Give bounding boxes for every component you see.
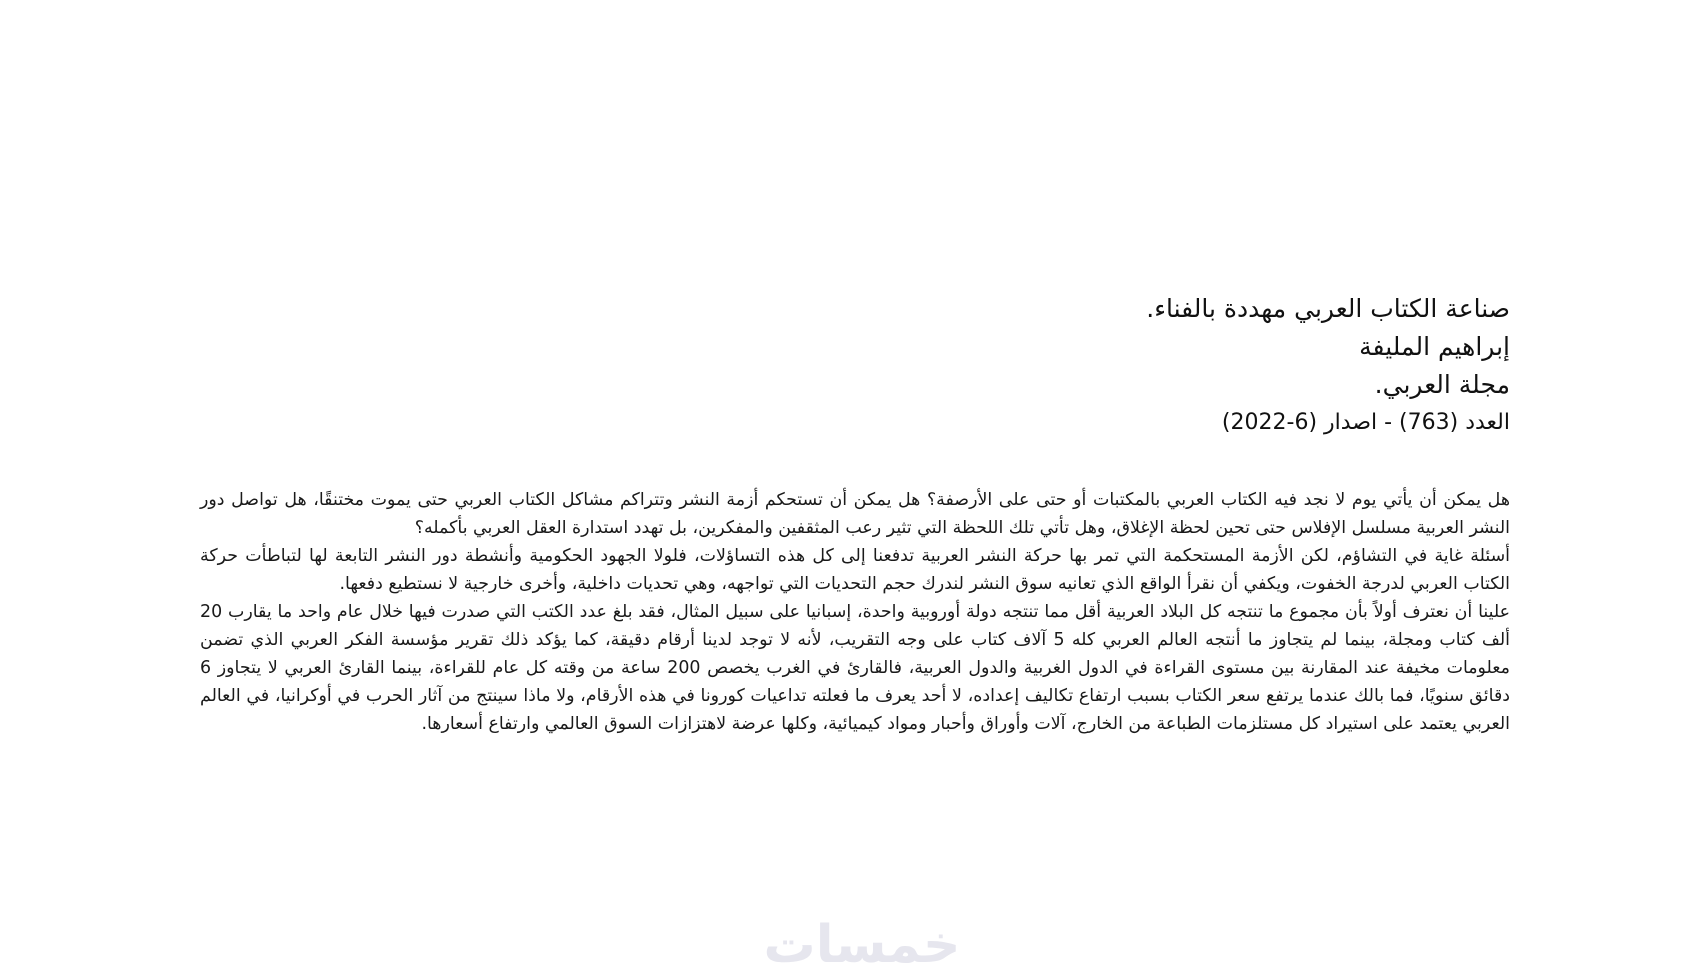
magazine-name: مجلة العربي.	[1374, 370, 1510, 399]
paragraph-2: أسئلة غاية في التشاؤم، لكن الأزمة المستحكمة التي تمر بها حركة النشر العربية تدفعنا إلى كل هذه التساؤلات، فلولا الجهود الحكومية وأنشطة دور النشر التابعة لها لتباطأت حركة الكتاب العربي لدرجة الخفوت، ويكفي أن نقرأ الواقع الذي تعانيه سوق النشر لندرك حجم التحديات التي تواجهه، وهي تحديات داخلية، وأخرى خارجية لا نستطيع دفعها.	[200, 546, 1510, 594]
watermark-logo: خمسات	[763, 915, 961, 970]
spacer	[200, 442, 1510, 486]
paragraph-1: هل يمكن أن يأتي يوم لا نجد فيه الكتاب العربي بالمكتبات أو حتى على الأرصفة؟ هل يمكن أن تستحكم أزمة النشر وتتراكم مشاكل الكتاب العربي حتى يموت مختنقًا، هل تواصل دور النشر العربية مسلسل الإفلاس حتى تحين لحظة الإغلاق، وهل تأتي تلك اللحظة التي تثير رعب المثقفين والمفكرين، بل تهدد استدارة العقل العربي بأكمله؟	[200, 490, 1510, 538]
article-author: إبراهيم المليفة	[1359, 332, 1510, 361]
issue-info: العدد (763) - اصدار (6-2022)	[1221, 410, 1510, 435]
article	[200, 290, 1510, 738]
article-title: صناعة الكتاب العربي مهددة بالفناء.	[1146, 294, 1510, 323]
paragraph-3: علينا أن نعترف أولاً بأن مجموع ما تنتجه كل البلاد العربية أقل مما تنتجه دولة أوروبية واحدة، إسبانيا على سبيل المثال، فقد بلغ عدد الكتب التي صدرت فيها خلال عام واحد ما يقارب 20 ألف كتاب ومجلة، بينما لم يتجاوز ما أنتجه العالم العربي كله 5 آلاف كتاب على وجه التقريب، لأنه لا توجد لدينا أرقام دقيقة، كما يؤكد ذلك تقرير مؤسسة الفكر العربي الذي تضمن معلومات مخيفة عند المقارنة بين مستوى القراءة في الدول الغربية والدول العربية، فالقارئ في الغرب يخصص 200 ساعة من وقته كل عام للقراءة، بينما القارئ العربي لا يتجاوز 6 دقائق سنويًا، فما بالك عندما يرتفع سعر الكتاب بسبب ارتفاع تكاليف إعداده، لا أحد يعرف ما فعلته تداعيات كورونا في هذه الأرقام، ولا ماذا سينتج من آثار الحرب في أوكرانيا، في العالم العربي يعتمد على استيراد كل مستلزمات الطباعة من الخارج، آلات وأوراق وأحبار ومواد كيميائية، وكلها عرضة لاهتزازات السوق العالمي وارتفاع أسعارها.	[200, 602, 1511, 734]
